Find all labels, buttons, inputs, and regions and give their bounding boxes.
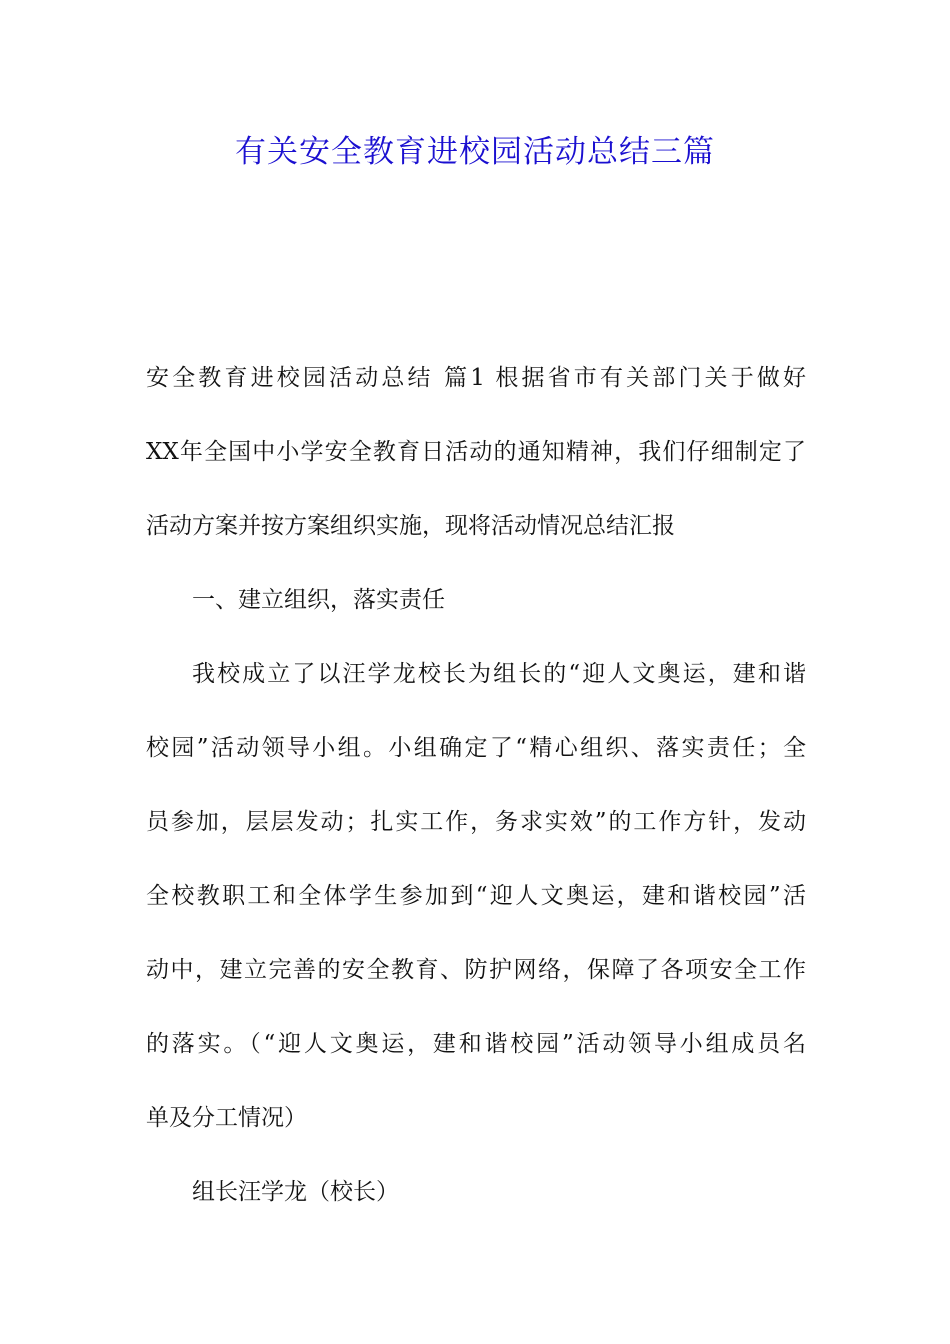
text-line: 安全教育进校园活动总结 篇1 根据省市有关部门关于做好: [146, 365, 806, 391]
text-line: 活动方案并按方案组织实施，现将活动情况总结汇报: [146, 513, 675, 539]
text-line: 员参加，层层发动；扎实工作，务求实效”的工作方针，发动: [146, 809, 806, 835]
text-line: XX年全国中小学安全教育日活动的通知精神，我们仔细制定了: [146, 439, 806, 465]
document-body: [146, 341, 806, 1229]
document-title: 有关安全教育进校园活动总结三篇: [235, 134, 715, 170]
text-line: 校园”活动领导小组。小组确定了“精心组织、落实责任；全: [146, 735, 806, 761]
text-line: 一、建立组织，落实责任: [192, 587, 445, 613]
text-line: 我校成立了以汪学龙校长为组长的“迎人文奥运，建和谐: [192, 661, 806, 687]
text-line: 的落实。（“迎人文奥运，建和谐校园”活动领导小组成员名: [146, 1031, 806, 1057]
text-line: 动中，建立完善的安全教育、防护网络，保障了各项安全工作: [146, 957, 806, 983]
text-line: 全校教职工和全体学生参加到“迎人文奥运，建和谐校园”活: [146, 883, 806, 909]
text-line: 单及分工情况）: [146, 1105, 307, 1131]
text-line: 组长汪学龙（校长）: [192, 1179, 399, 1205]
